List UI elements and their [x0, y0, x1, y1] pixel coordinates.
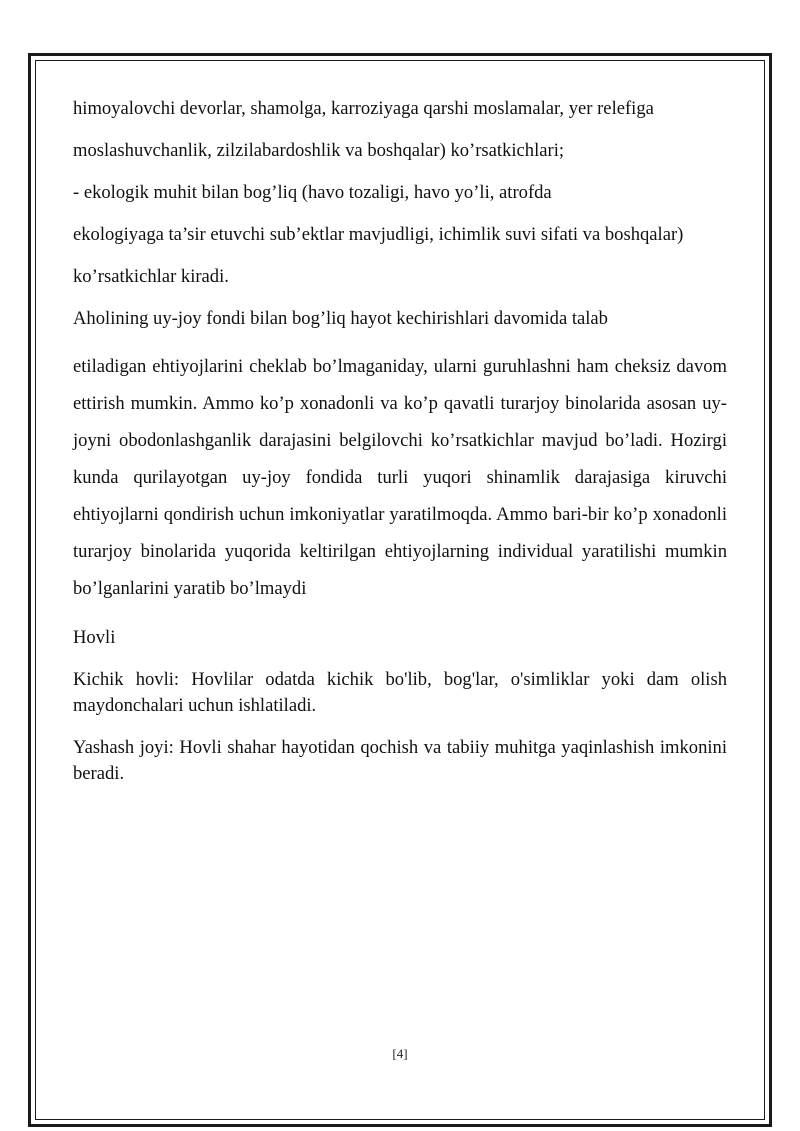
section-paragraph-1: Kichik hovli: Hovlilar odatda kichik bo'lib, bog'lar, o'simliklar yoki dam olish maydonchalari uchun ishlatiladi.	[73, 669, 727, 716]
section-paragraph-2: Yashash joyi: Hovli shahar hayotidan qochish va tabiiy muhitga yaqinlashish imkonini beradi.	[73, 737, 727, 784]
paragraph-2: moslashuvchanlik, zilzilabardoshlik va boshqalar) ko’rsatkichlari;	[73, 140, 565, 161]
section-heading: Hovli	[73, 627, 116, 648]
document-body	[73, 96, 727, 787]
paragraph-6: Aholining uy-joy fondi bilan bog’liq hayot kechirishlari davomida talab	[73, 308, 608, 329]
paragraph-1: himoyalovchi devorlar, shamolga, karroziyaga qarshi moslamalar, yer relefiga	[73, 98, 654, 119]
paragraph-4: ekologiyaga ta’sir etuvchi sub’ektlar mavjudligi, ichimlik suvi sifati va boshqalar)	[73, 224, 684, 245]
page-number: [4]	[392, 1046, 408, 1061]
paragraph-5: ko’rsatkichlar kiradi.	[73, 266, 229, 287]
paragraph-7: etiladigan ehtiyojlarini cheklab bo’lmaganiday, ularni guruhlashni ham cheksiz davom ettirish mumkin. Ammo ko’p xonadonli va ko’p qavatli turarjoy binolarida asosan uy-joyni obodonlashganlik darajasini belgilovchi ko’rsatkichlar mavjud bo’ladi. Hozirgi kunda qurilayotgan uy-joy fondida turli yuqori shinamlik darajasiga kiruvchi ehtiyojlarni qondirish uchun imkoniyatlar yaratilmoqda. Ammo bari-bir ko’p xonadonli turarjoy binolarida yuqorida keltirilgan ehtiyojlarning individual yaratilishi mumkin bo’lganlarini yaratib bo’lmaydi	[73, 356, 727, 599]
paragraph-3: - ekologik muhit bilan bog’liq (havo tozaligi, havo yo’li, atrofda	[73, 182, 552, 203]
